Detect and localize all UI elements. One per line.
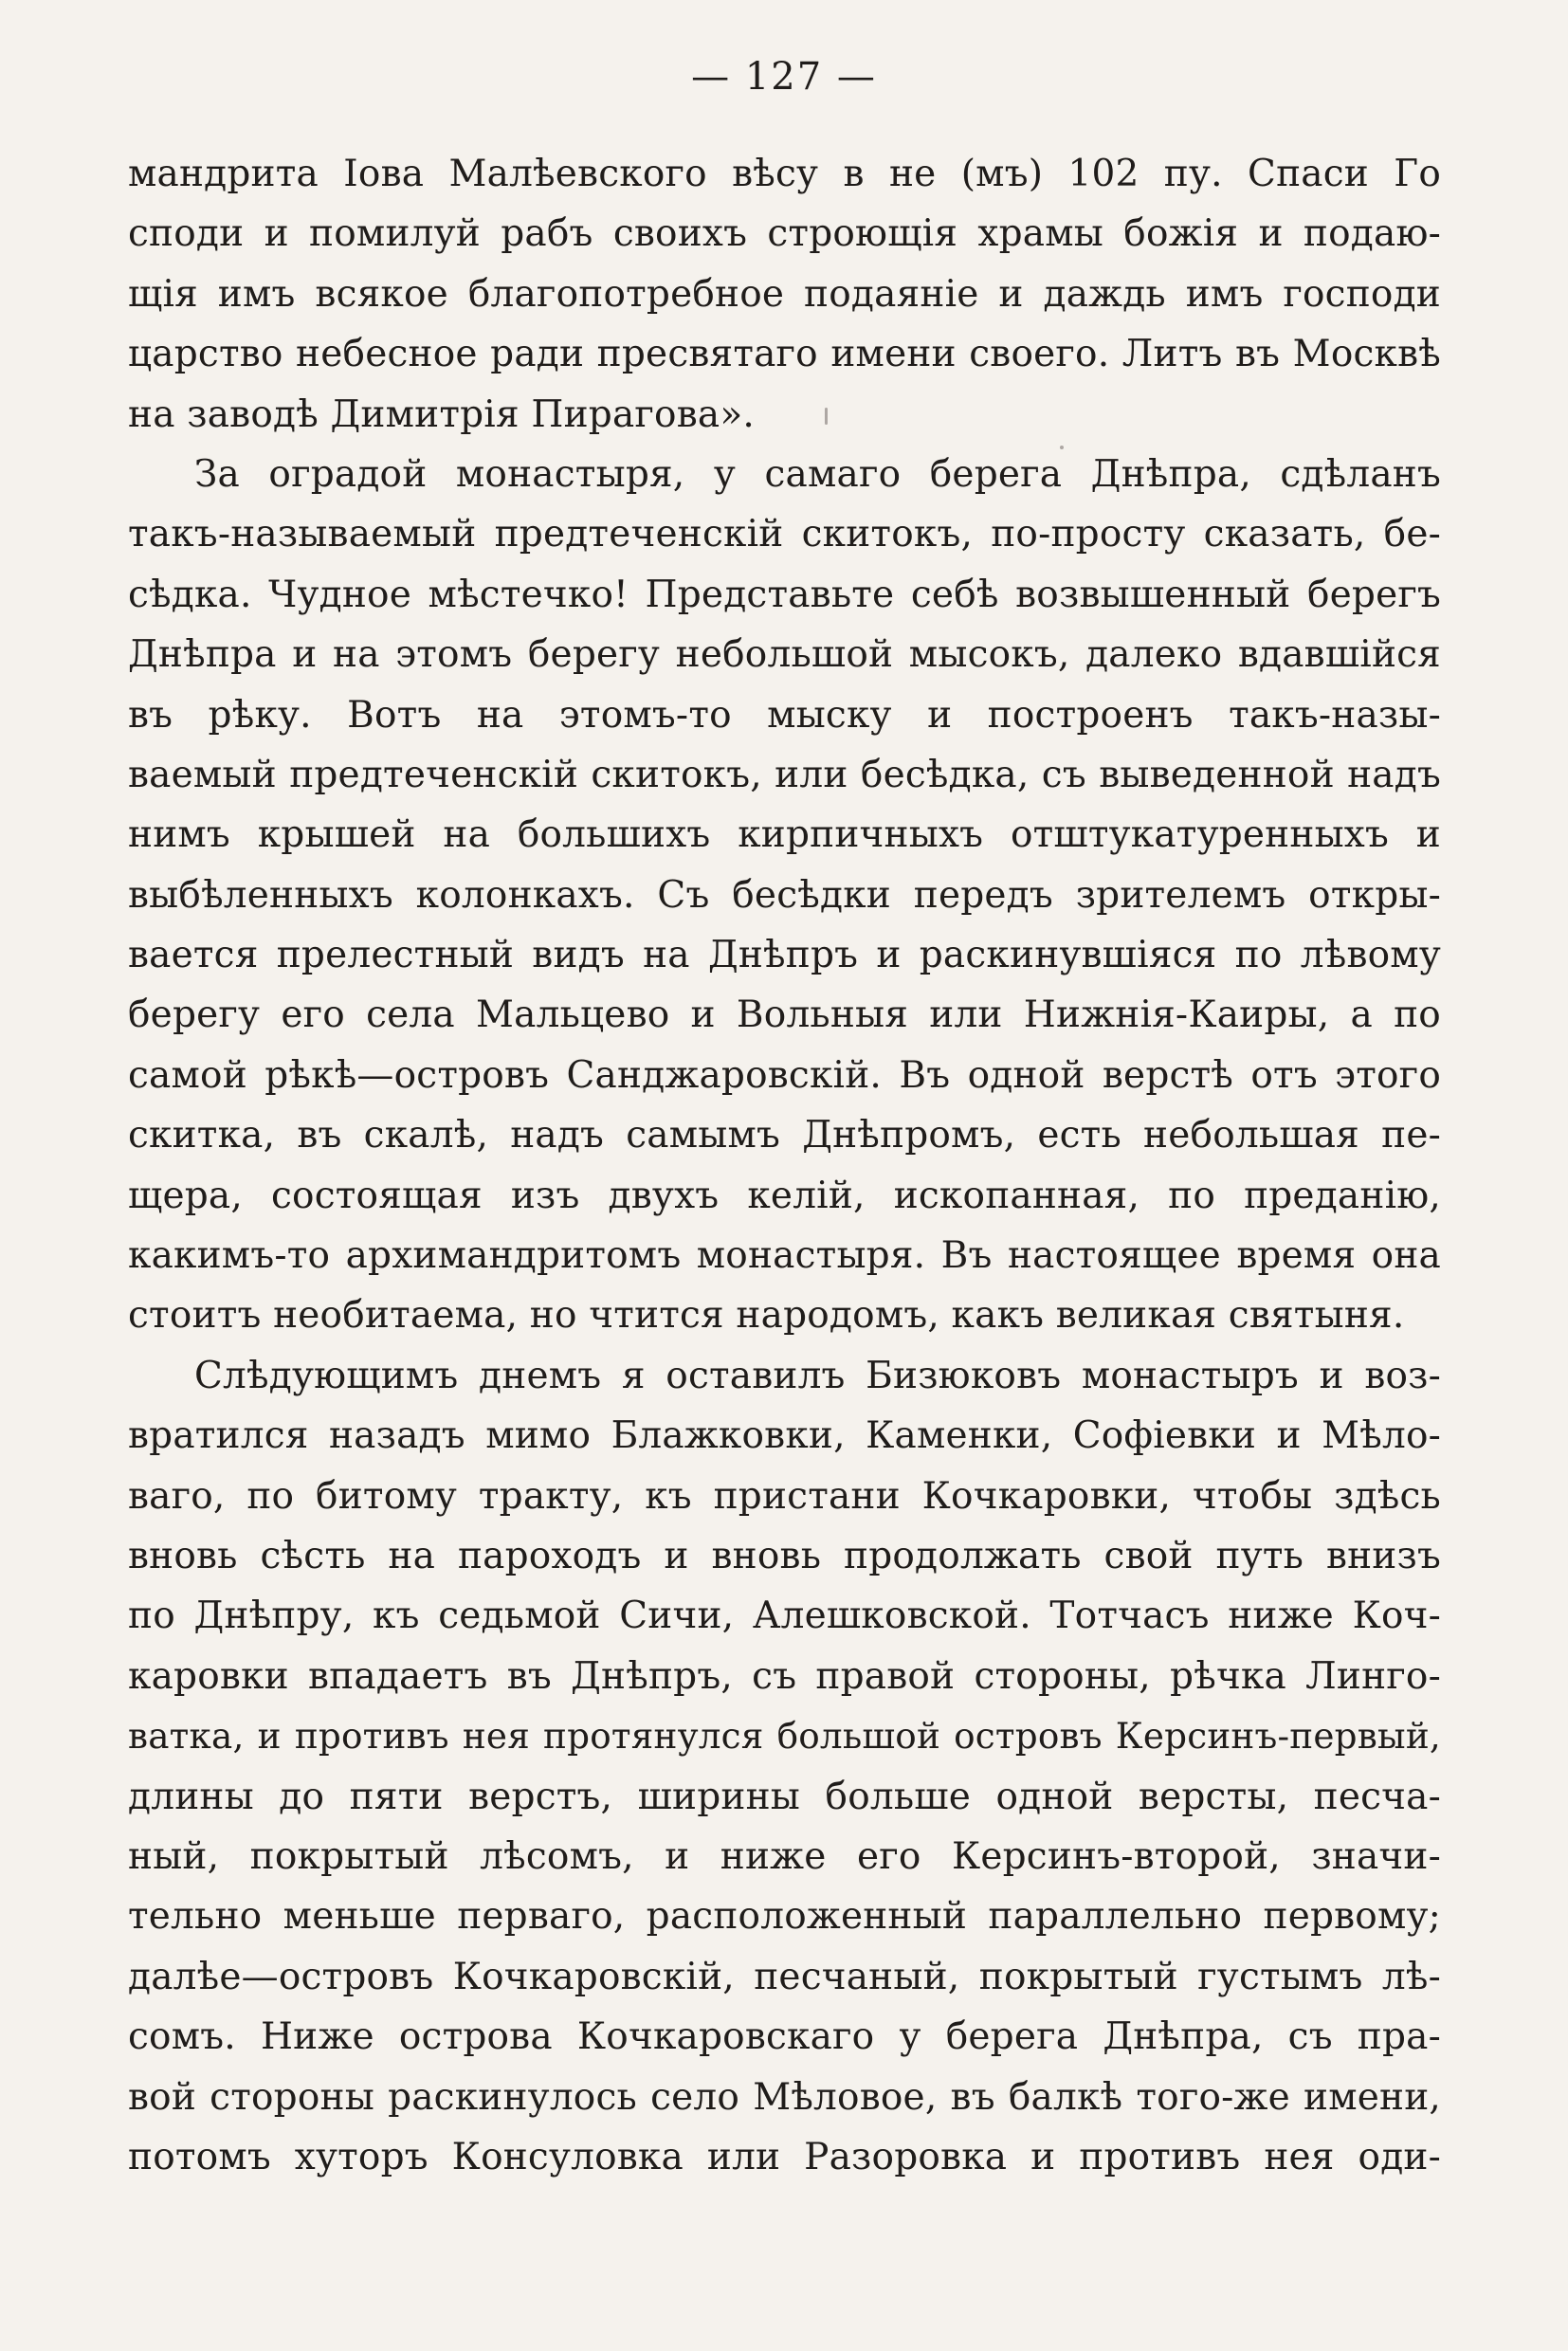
body-text	[128, 144, 1441, 2187]
ink-speck	[1060, 446, 1064, 449]
text-line: вратился назадъ мимо Блажковки, Каменки, Софіевки и Мѣло-	[128, 1414, 1441, 1458]
text-line: длины до пяти верстъ, ширины больше одной версты, песча-	[128, 1775, 1441, 1818]
text-line: За оградой монастыря, у самаго берега Днѣпра, сдѣланъ	[194, 452, 1441, 496]
ink-speck	[825, 408, 828, 425]
text-line: щера, состоящая изъ двухъ келій, ископанная, по преданію,	[128, 1174, 1441, 1217]
text-line: Слѣдующимъ днемъ я оставилъ Бизюковъ монастыръ и воз-	[194, 1354, 1441, 1397]
text-line: ваемый предтеченскій скитокъ, или бесѣдка, съ выведенной надъ	[128, 753, 1441, 796]
text-line: нимъ крышей на большихъ кирпичныхъ отштукатуренныхъ и	[128, 813, 1441, 857]
text-line: самой рѣкѣ—островъ Санджаровскій. Въ одной верстѣ отъ этого	[128, 1053, 1441, 1097]
text-line: стоитъ необитаема, но чтится народомъ, какъ великая святыня.	[128, 1294, 1405, 1338]
text-line: царство небесное ради пресвятаго имени своего. Литъ въ Москвѣ	[128, 333, 1441, 376]
text-line: вой стороны раскинулось село Мѣловое, въ балкѣ того-же имени,	[128, 2075, 1441, 2119]
text-line: на заводѣ Димитрія Пирагова».	[128, 392, 755, 436]
text-line: ватка, и противъ нея протянулся большой островъ Керсинъ-первый,	[128, 1715, 1441, 1758]
text-line: Днѣпра и на этомъ берегу небольшой мысокъ, далеко вдавшійся	[128, 633, 1441, 677]
text-line: каровки впадаетъ въ Днѣпръ, съ правой стороны, рѣчка Линго-	[128, 1654, 1441, 1698]
text-line: берегу его села Мальцево и Вольныя или Нижнія-Каиры, а по	[128, 993, 1441, 1037]
text-line: вается прелестный видъ на Днѣпръ и раскинувшіяся по лѣвому	[128, 934, 1441, 977]
text-line: потомъ хуторъ Консуловка или Разоровка и противъ нея оди-	[128, 2135, 1441, 2178]
text-line: выбѣленныхъ колонкахъ. Съ бесѣдки передъ зрителемъ откры-	[128, 873, 1441, 917]
text-line: мандрита Іова Малѣевского вѣсу в не (мъ) 102 пу. Спаси Го	[128, 153, 1441, 195]
text-line: щія имъ всякое благопотребное подаяніе и даждь имъ господи	[128, 272, 1441, 316]
text-line: такъ-называемый предтеченскій скитокъ, по-просту сказать, бе-	[128, 513, 1441, 556]
text-line: по Днѣпру, къ седьмой Сичи, Алешковской. Тотчасъ ниже Коч-	[128, 1595, 1441, 1638]
text-line: скитка, въ скалѣ, надъ самымъ Днѣпромъ, есть небольшая пе-	[128, 1114, 1441, 1157]
text-line: сѣдка. Чудное мѣстечко! Представьте себѣ возвышенный берегъ	[128, 573, 1441, 616]
text-line: ный, покрытый лѣсомъ, и ниже его Керсинъ-второй, значи-	[128, 1834, 1441, 1878]
text-line: ваго, по битому тракту, къ пристани Кочкаровки, чтобы здѣсь	[128, 1474, 1441, 1518]
text-line: какимъ-то архимандритомъ монастыря. Въ настоящее время она	[128, 1234, 1441, 1278]
text-line: тельно меньше перваго, расположенный параллельно первому;	[128, 1895, 1441, 1939]
text-line: сомъ. Ниже острова Кочкаровскаго у берега Днѣпра, съ пра-	[128, 2015, 1441, 2059]
text-line: въ рѣку. Вотъ на этомъ-то мыску и построенъ такъ-назы-	[128, 693, 1441, 737]
page-number: — 127 —	[691, 55, 877, 99]
text-line: далѣе—островъ Кочкаровскій, песчаный, покрытый густымъ лѣ-	[128, 1955, 1441, 1998]
text-line: споди и помилуй рабъ своихъ строющія храмы божія и подаю-	[128, 212, 1441, 256]
text-line: вновь сѣсть на пароходъ и вновь продолжать свой путь внизъ	[128, 1534, 1441, 1577]
